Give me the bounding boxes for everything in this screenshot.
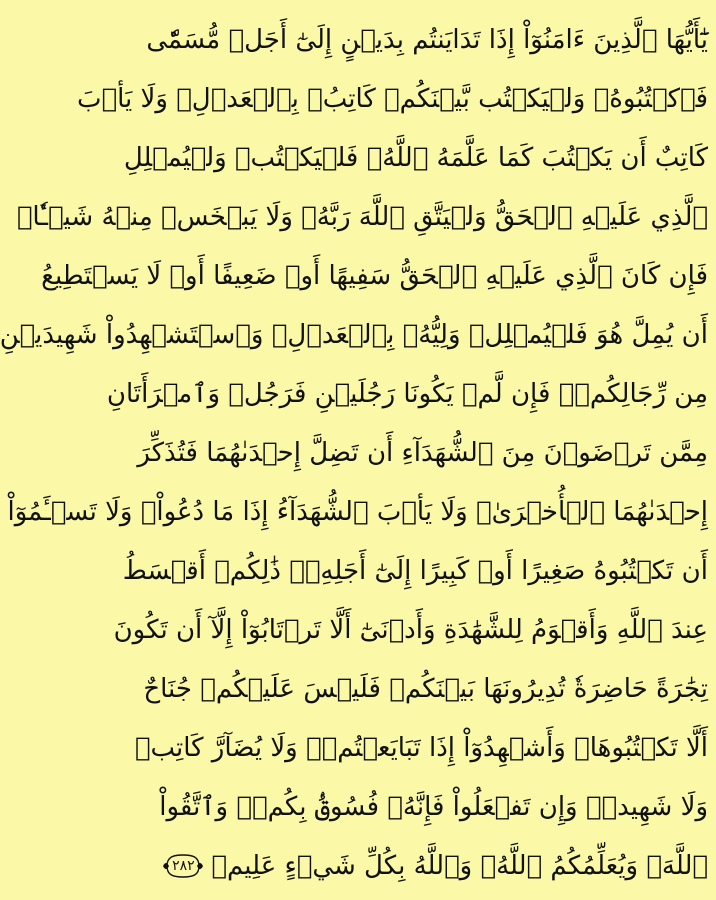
verse-line [143, 657, 708, 721]
verse-text: ٱلَّذِي عَلَيۡهِ ٱلۡحَقُّ وَلۡيَتَّقِ ٱللَّهَ رَبَّهُۥ وَلَا يَبۡخَسۡ مِنۡهُ شَيۡـٔٗاۚ [16, 202, 708, 232]
verse-text: مِن رِّجَالِكُمۡۖ فَإِن لَّمۡ يَكُونَا رَجُلَيۡنِ فَرَجُلٞ وَٱمۡرَأَتَانِ [106, 379, 708, 409]
verse-text: تِجَٰرَةً حَاضِرَةٗ تُدِيرُونَهَا بَيۡنَكُمۡ فَلَيۡسَ عَلَيۡكُمۡ جُنَاحٌ [143, 674, 708, 704]
verse-line [159, 775, 708, 839]
verse-text: فَٱكۡتُبُوهُۚ وَلۡيَكۡتُب بَّيۡنَكُمۡ كَاتِبُۢ بِٱلۡعَدۡلِۚ وَلَا يَأۡبَ [77, 84, 708, 114]
verse-line [137, 421, 708, 485]
verse-text: مِمَّن تَرۡضَوۡنَ مِنَ ٱلشُّهَدَآءِ أَن تَضِلَّ إِحۡدَىٰهُمَا فَتُذَكِّرَ [137, 438, 708, 468]
verse-text: إِحۡدَىٰهُمَا ٱلۡأُخۡرَىٰۚ وَلَا يَأۡبَ ٱلشُّهَدَآءُ إِذَا مَا دُعُواْۚ وَلَا تَسۡـَٔمُوٓاْ [7, 497, 708, 527]
ayah-number-marker [161, 852, 205, 880]
verse-line [0, 303, 708, 367]
verse-text: ٱللَّهَۖ وَيُعَلِّمُكُمُ ٱللَّهُۗ وَٱللَّهُ بِكُلِّ شَيۡءٍ عَلِيمٞ [211, 851, 708, 881]
verse-line [77, 67, 708, 131]
ayah-number: ٢٨٢ [172, 858, 195, 874]
verse-line [146, 8, 708, 72]
verse-text: يَٰٓأَيُّهَا ٱلَّذِينَ ءَامَنُوٓاْ إِذَا تَدَايَنتُم بِدَيۡنٍ إِلَىٰٓ أَجَلٖ مُّسَمّٗى [146, 25, 708, 55]
verse-text: فَإِن كَانَ ٱلَّذِي عَلَيۡهِ ٱلۡحَقُّ سَفِيهًا أَوۡ ضَعِيفًا أَوۡ لَا يَسۡتَطِيعُ [41, 261, 708, 291]
verse-line [106, 362, 708, 426]
verse-line-last [172, 834, 708, 898]
verse-text: كَاتِبٌ أَن يَكۡتُبَ كَمَا عَلَّمَهُ ٱللَّهُۚ فَلۡيَكۡتُبۡ وَلۡيُمۡلِلِ [123, 143, 708, 173]
verse-line [123, 126, 708, 190]
verse-line [41, 244, 708, 308]
verse-line [113, 598, 708, 662]
verse-line [122, 539, 708, 603]
verse-line [16, 185, 708, 249]
verse-line [7, 480, 708, 544]
verse-text: أَن تَكۡتُبُوهُ صَغِيرًا أَوۡ كَبِيرًا إِلَىٰٓ أَجَلِهِۦۚ ذَٰلِكُمۡ أَقۡسَطُ [122, 556, 708, 586]
verse-text: أَلَّا تَكۡتُبُوهَاۗ وَأَشۡهِدُوٓاْ إِذَا تَبَايَعۡتُمۡۚ وَلَا يُضَآرَّ كَاتِبٞ [134, 733, 708, 763]
verse-text: عِندَ ٱللَّهِ وَأَقۡوَمُ لِلشَّهَٰدَةِ وَأَدۡنَىٰٓ أَلَّا تَرۡتَابُوٓاْ إِلَّآ أَن تَكُونَ [113, 615, 708, 645]
verse-text: وَلَا شَهِيدٞۚ وَإِن تَفۡعَلُواْ فَإِنَّهُۥ فُسُوقُۢ بِكُمۡۗ وَٱتَّقُواْ [159, 792, 708, 822]
verse-line [134, 716, 708, 780]
verse-text: أَن يُمِلَّ هُوَ فَلۡيُمۡلِلۡ وَلِيُّهُۥ بِٱلۡعَدۡلِۚ وَٱسۡتَشۡهِدُواْ شَهِيدَيۡنِ [0, 320, 708, 350]
